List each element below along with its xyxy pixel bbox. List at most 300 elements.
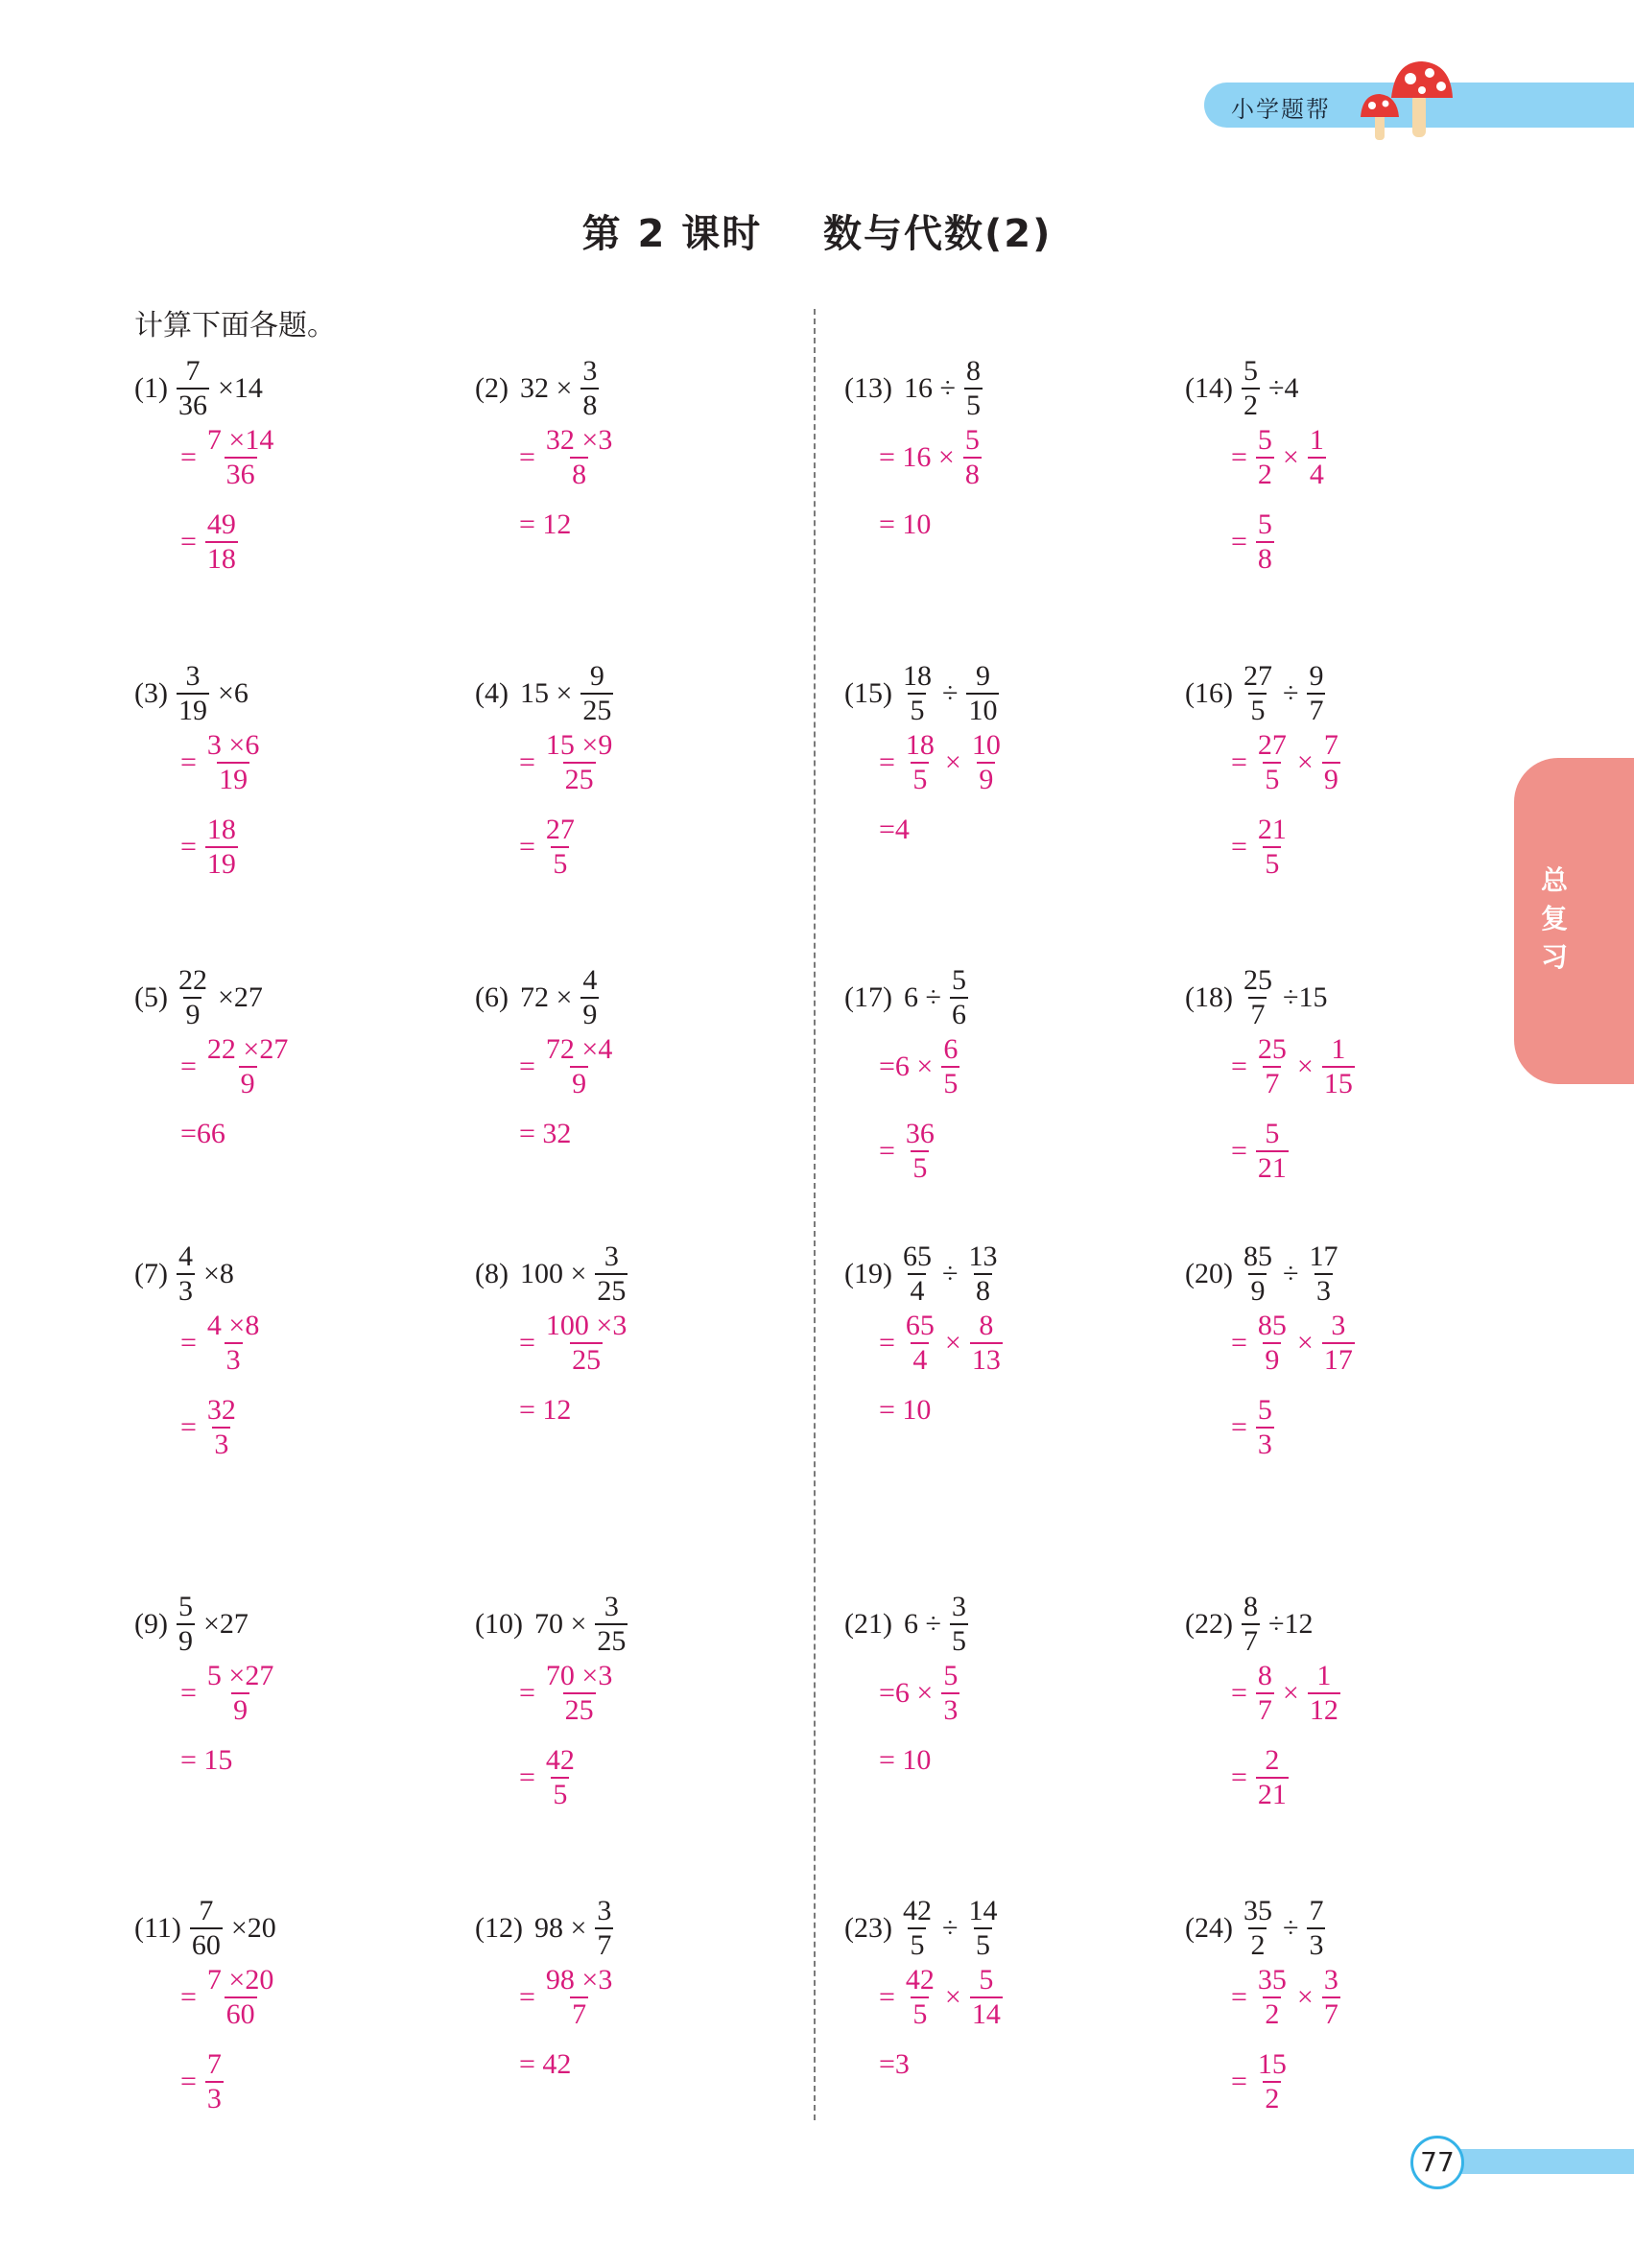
numerator: 1 <box>1309 424 1324 456</box>
numerator: 2 <box>1265 1744 1280 1776</box>
fraction <box>544 729 614 796</box>
numerator: 3 <box>597 1895 612 1926</box>
solution-step <box>873 508 936 541</box>
solution-step <box>513 1744 580 1811</box>
denominator: 21 <box>1257 1152 1287 1184</box>
fraction <box>544 1033 614 1100</box>
denominator: 17 <box>1323 1344 1353 1376</box>
denominator: 10 <box>968 695 998 726</box>
expression-text: ÷15 <box>1282 981 1328 1013</box>
denominator: 7 <box>597 1929 612 1961</box>
expression-text: ×14 <box>217 372 263 404</box>
problem-number: (19) <box>844 1258 892 1289</box>
fraction <box>1322 1964 1340 2031</box>
expression-text: 6 ÷ <box>903 1608 941 1640</box>
fraction <box>205 1310 261 1377</box>
expression-text: 72 × <box>519 981 573 1013</box>
denominator: 7 <box>1257 1694 1272 1726</box>
solution-step <box>873 424 984 491</box>
numerator: 14 <box>968 1895 998 1926</box>
denominator: 7 <box>1323 1998 1338 2030</box>
problem-number: (23) <box>844 1912 892 1944</box>
numerator: 18 <box>902 660 932 692</box>
expression-text: ÷ <box>941 1258 959 1289</box>
denominator: 14 <box>971 1998 1001 2030</box>
expression-text: = <box>180 1981 197 2013</box>
solution-step <box>513 1033 617 1100</box>
problem-expression <box>1185 355 1304 422</box>
fraction <box>595 1591 628 1658</box>
fraction <box>901 1240 934 1308</box>
fraction <box>177 964 209 1031</box>
solution-step <box>513 508 577 541</box>
problem-number: (13) <box>844 372 892 404</box>
problem-number: (22) <box>1185 1608 1233 1640</box>
solution-step <box>1225 1964 1343 2031</box>
problem-number: (16) <box>1185 677 1233 709</box>
expression-text: = <box>180 526 197 557</box>
denominator: 13 <box>971 1344 1001 1376</box>
denominator: 3 <box>1309 1929 1324 1961</box>
numerator: 10 <box>971 729 1001 761</box>
problem-expression <box>844 1895 1002 1962</box>
problem-number: (24) <box>1185 1912 1233 1944</box>
problem-number: (11) <box>134 1912 181 1944</box>
fraction <box>1242 1591 1260 1658</box>
expression-text: = <box>1231 1677 1247 1709</box>
problem-expression <box>475 355 602 422</box>
fraction <box>1256 2048 1289 2115</box>
solution-step <box>1225 1033 1358 1100</box>
denominator: 5 <box>910 695 925 726</box>
denominator: 25 <box>597 1625 627 1657</box>
solution-step <box>873 1660 962 1727</box>
expression-text: =3 <box>879 2048 910 2080</box>
expression-text: = <box>519 1327 535 1358</box>
solution-step <box>873 1033 962 1100</box>
fraction <box>544 814 577 881</box>
denominator: 3 <box>1257 1429 1272 1460</box>
expression-text: = <box>879 746 895 778</box>
mushroom-icon <box>1353 56 1458 147</box>
fraction <box>177 1591 195 1658</box>
numerator: 65 <box>902 1240 932 1272</box>
expression-text: = <box>180 2066 197 2097</box>
fraction <box>1256 814 1289 881</box>
problem-expression <box>1185 1591 1318 1658</box>
expression-text: = <box>519 746 535 778</box>
fraction <box>1256 729 1289 796</box>
problem-expression <box>844 1591 971 1658</box>
denominator: 5 <box>553 1779 568 1810</box>
fraction <box>1307 1240 1339 1308</box>
expression-text: ÷ <box>1282 1258 1299 1289</box>
numerator: 5 <box>178 1591 193 1622</box>
solution-step <box>513 424 617 491</box>
expression-text: ×27 <box>202 1608 249 1640</box>
expression-text: = 10 <box>879 1394 932 1426</box>
expression-text: = <box>1231 1981 1247 2013</box>
denominator: 60 <box>191 1929 221 1961</box>
page-title: 第 2 课时 数与代数(2) <box>581 212 1053 256</box>
denominator: 4 <box>1309 459 1324 490</box>
brand-label: 小学题帮 <box>1231 96 1331 123</box>
expression-text: = <box>519 1981 535 2013</box>
problem-expression <box>475 964 602 1031</box>
expression-text: = <box>519 1051 535 1082</box>
solution-step <box>513 1964 617 2031</box>
denominator: 2 <box>1265 2083 1280 2114</box>
expression-text: = <box>519 831 535 862</box>
solution-step <box>1225 424 1329 491</box>
solution-step <box>873 814 915 846</box>
fraction <box>904 729 936 796</box>
numerator: 49 <box>206 508 236 540</box>
problem-number: (1) <box>134 372 168 404</box>
fraction <box>941 1033 959 1100</box>
problem-number: (4) <box>475 677 509 709</box>
numerator: 3 ×6 <box>206 729 260 761</box>
denominator: 9 <box>979 764 994 795</box>
problem-number: (6) <box>475 981 509 1013</box>
denominator: 2 <box>1243 390 1258 421</box>
denominator: 25 <box>582 695 612 726</box>
problem-number: (12) <box>475 1912 523 1944</box>
expression-text: × <box>944 1981 961 2013</box>
expression-text: 6 ÷ <box>903 981 941 1013</box>
numerator: 8 <box>1257 1660 1272 1691</box>
numerator: 8 <box>965 355 981 387</box>
solution-step <box>1225 814 1291 881</box>
numerator: 9 <box>589 660 604 692</box>
numerator: 4 <box>582 964 598 996</box>
denominator: 5 <box>1265 764 1280 795</box>
denominator: 3 <box>943 1694 959 1726</box>
denominator: 12 <box>1309 1694 1338 1726</box>
numerator: 8 <box>979 1310 994 1341</box>
solution-step <box>513 1660 617 1727</box>
fraction <box>970 1310 1003 1377</box>
fraction <box>205 1660 275 1727</box>
numerator: 7 <box>199 1895 214 1926</box>
denominator: 9 <box>178 1625 193 1657</box>
denominator: 3 <box>214 1429 229 1460</box>
fraction <box>205 1033 290 1100</box>
solution-step <box>175 729 264 796</box>
numerator: 18 <box>905 729 935 761</box>
denominator: 5 <box>943 1068 959 1099</box>
solution-step <box>175 1964 278 2031</box>
numerator: 36 <box>905 1118 935 1149</box>
numerator: 9 <box>975 660 990 692</box>
fraction <box>1256 1744 1289 1811</box>
problem-expression <box>1185 1240 1342 1308</box>
instruction-text: 计算下面各题。 <box>134 309 336 343</box>
problem-expression <box>844 964 971 1031</box>
denominator: 8 <box>975 1275 990 1307</box>
solution-step <box>175 1744 238 1777</box>
expression-text: 100 × <box>519 1258 587 1289</box>
numerator: 7 ×14 <box>206 424 274 456</box>
numerator: 100 ×3 <box>545 1310 628 1341</box>
numerator: 17 <box>1309 1240 1338 1272</box>
expression-text: = 32 <box>519 1118 572 1149</box>
expression-text: = <box>180 1051 197 1082</box>
solution-step <box>1225 1310 1358 1377</box>
denominator: 21 <box>1257 1779 1287 1810</box>
expression-text: = <box>1231 526 1247 557</box>
fraction <box>1256 1660 1274 1727</box>
fraction <box>595 1895 613 1962</box>
expression-text: = 12 <box>519 1394 572 1426</box>
numerator: 3 <box>185 660 201 692</box>
expression-text: = <box>180 1677 197 1709</box>
denominator: 9 <box>185 999 201 1030</box>
denominator: 8 <box>572 459 587 490</box>
numerator: 25 <box>1257 1033 1287 1065</box>
problem-number: (10) <box>475 1608 523 1640</box>
numerator: 18 <box>206 814 236 845</box>
fraction <box>950 1591 968 1658</box>
problem-number: (15) <box>844 677 892 709</box>
denominator: 5 <box>912 1998 928 2030</box>
side-tab-char: 总 <box>1540 864 1568 896</box>
fraction <box>1256 1964 1289 2031</box>
solution-step <box>175 1033 293 1100</box>
fraction <box>1307 1895 1325 1962</box>
problem-number: (18) <box>1185 981 1233 1013</box>
denominator: 5 <box>951 1625 966 1657</box>
solution-step <box>513 1310 631 1377</box>
expression-text: ×6 <box>217 677 249 709</box>
expression-text: = <box>1231 1135 1247 1167</box>
numerator: 32 <box>206 1394 236 1426</box>
fraction <box>544 1964 614 2031</box>
expression-text: = 12 <box>519 508 572 540</box>
numerator: 13 <box>968 1240 998 1272</box>
numerator: 5 <box>1265 1118 1280 1149</box>
solution-step <box>873 729 1006 796</box>
fraction <box>1256 1394 1274 1461</box>
fraction <box>177 1240 195 1308</box>
problem-number: (20) <box>1185 1258 1233 1289</box>
numerator: 3 <box>582 355 598 387</box>
denominator: 25 <box>572 1344 602 1376</box>
fraction <box>966 1895 999 1962</box>
solution-step <box>175 424 278 491</box>
solution-step <box>1225 2048 1291 2115</box>
fraction <box>544 1660 614 1727</box>
fraction <box>1256 1310 1289 1377</box>
fraction <box>904 1310 936 1377</box>
problem-number: (5) <box>134 981 168 1013</box>
problem-number: (21) <box>844 1608 892 1640</box>
denominator: 5 <box>1250 695 1266 726</box>
denominator: 2 <box>1265 1998 1280 2030</box>
denominator: 4 <box>912 1344 928 1376</box>
column-divider <box>814 309 816 2120</box>
denominator: 8 <box>582 390 598 421</box>
solution-step <box>175 814 241 881</box>
numerator: 3 <box>951 1591 966 1622</box>
expression-text: × <box>1282 441 1299 473</box>
problem-expression <box>134 660 254 727</box>
numerator: 5 <box>1257 1394 1272 1426</box>
denominator: 3 <box>178 1275 193 1307</box>
expression-text: = <box>1231 1761 1247 1793</box>
numerator: 5 <box>943 1660 959 1691</box>
fraction <box>1256 1118 1289 1185</box>
solution-step <box>1225 508 1277 576</box>
fraction <box>904 1118 936 1185</box>
denominator: 2 <box>1250 1929 1266 1961</box>
expression-text: = <box>1231 746 1247 778</box>
numerator: 7 <box>206 2048 222 2080</box>
fraction <box>595 1240 628 1308</box>
solution-step <box>175 1118 231 1150</box>
problem-expression <box>475 1591 630 1658</box>
fraction <box>205 508 238 576</box>
numerator: 65 <box>905 1310 935 1341</box>
numerator: 25 <box>1243 964 1272 996</box>
fraction <box>580 355 599 422</box>
expression-text: = <box>879 1981 895 2013</box>
expression-text: × <box>1296 746 1314 778</box>
denominator: 9 <box>233 1694 249 1726</box>
expression-text: × <box>944 746 961 778</box>
expression-text: = <box>180 1327 197 1358</box>
numerator: 5 <box>1257 424 1272 456</box>
numerator: 85 <box>1243 1240 1272 1272</box>
expression-text: ÷ <box>941 1912 959 1944</box>
problem-expression <box>844 1240 1002 1308</box>
numerator: 3 <box>1323 1964 1338 1996</box>
expression-text: × <box>1296 1981 1314 2013</box>
denominator: 7 <box>1250 999 1266 1030</box>
problem-number: (7) <box>134 1258 168 1289</box>
expression-text: ÷ <box>1282 1912 1299 1944</box>
solution-step <box>873 1744 936 1777</box>
fraction <box>1308 1660 1340 1727</box>
numerator: 5 <box>951 964 966 996</box>
fraction <box>941 1660 959 1727</box>
numerator: 15 <box>1257 2048 1287 2080</box>
denominator: 19 <box>219 764 249 795</box>
numerator: 22 ×27 <box>206 1033 289 1065</box>
denominator: 5 <box>912 1152 928 1184</box>
expression-text: = <box>1231 1411 1247 1443</box>
denominator: 3 <box>1315 1275 1331 1307</box>
solution-step <box>873 1118 939 1185</box>
expression-text: × <box>1282 1677 1299 1709</box>
numerator: 15 ×9 <box>545 729 613 761</box>
expression-text: = <box>180 831 197 862</box>
solution-step <box>873 2048 915 2081</box>
solution-step <box>1225 1660 1343 1727</box>
solution-step <box>873 1310 1006 1377</box>
solution-step <box>1225 1118 1291 1185</box>
numerator: 32 ×3 <box>545 424 613 456</box>
numerator: 7 ×20 <box>206 1964 274 1996</box>
problem-expression <box>844 660 1002 727</box>
expression-text: =4 <box>879 814 910 845</box>
expression-text: =6 × <box>879 1677 934 1709</box>
numerator: 5 <box>964 424 980 456</box>
denominator: 5 <box>1265 848 1280 880</box>
fraction <box>544 1744 577 1811</box>
solution-step <box>513 2048 577 2081</box>
problem-expression <box>134 355 269 422</box>
side-tab-label <box>1535 862 1574 977</box>
expression-text: = <box>1231 1051 1247 1082</box>
numerator: 35 <box>1243 1895 1272 1926</box>
fraction <box>1307 660 1325 727</box>
denominator: 9 <box>572 1068 587 1099</box>
fraction <box>901 1895 934 1962</box>
denominator: 6 <box>951 999 966 1030</box>
fraction <box>966 1240 999 1308</box>
fraction <box>1256 424 1274 491</box>
fraction <box>205 424 275 491</box>
fraction <box>177 660 209 727</box>
numerator: 5 <box>1257 508 1272 540</box>
fraction <box>970 1964 1003 2031</box>
expression-text: = <box>1231 1327 1247 1358</box>
fraction <box>1308 424 1326 491</box>
numerator: 7 <box>185 355 201 387</box>
denominator: 4 <box>910 1275 925 1307</box>
expression-text: = 15 <box>180 1744 233 1776</box>
numerator: 9 <box>1309 660 1324 692</box>
denominator: 9 <box>1250 1275 1266 1307</box>
problem-expression <box>134 964 269 1031</box>
problem-expression <box>134 1895 282 1962</box>
solution-step <box>1225 729 1343 796</box>
numerator: 1 <box>1316 1660 1332 1691</box>
problem-expression <box>1185 660 1328 727</box>
denominator: 7 <box>572 1998 587 2030</box>
expression-text: ÷ <box>1282 677 1299 709</box>
problem-number: (17) <box>844 981 892 1013</box>
problem-expression <box>475 1895 616 1962</box>
problem-number: (8) <box>475 1258 509 1289</box>
expression-text: = <box>180 1411 197 1443</box>
expression-text: = 10 <box>879 508 932 540</box>
fraction <box>580 660 613 727</box>
expression-text: 15 × <box>519 677 573 709</box>
fraction <box>1242 1895 1274 1962</box>
denominator: 9 <box>1323 764 1338 795</box>
expression-text: = <box>519 1677 535 1709</box>
expression-text: × <box>1296 1327 1314 1358</box>
solution-step <box>873 1394 936 1427</box>
denominator: 5 <box>912 764 928 795</box>
numerator: 1 <box>1331 1033 1346 1065</box>
denominator: 19 <box>178 695 207 726</box>
problem-expression <box>1185 964 1333 1031</box>
denominator: 15 <box>1323 1068 1353 1099</box>
denominator: 25 <box>597 1275 627 1307</box>
denominator: 5 <box>965 390 981 421</box>
page-number: 77 <box>1410 2136 1464 2189</box>
denominator: 25 <box>564 1694 594 1726</box>
denominator: 7 <box>1265 1068 1280 1099</box>
expression-text: 70 × <box>533 1608 587 1640</box>
numerator: 27 <box>545 814 575 845</box>
numerator: 7 <box>1309 1895 1324 1926</box>
expression-text: × <box>1296 1051 1314 1082</box>
denominator: 8 <box>1257 543 1272 575</box>
